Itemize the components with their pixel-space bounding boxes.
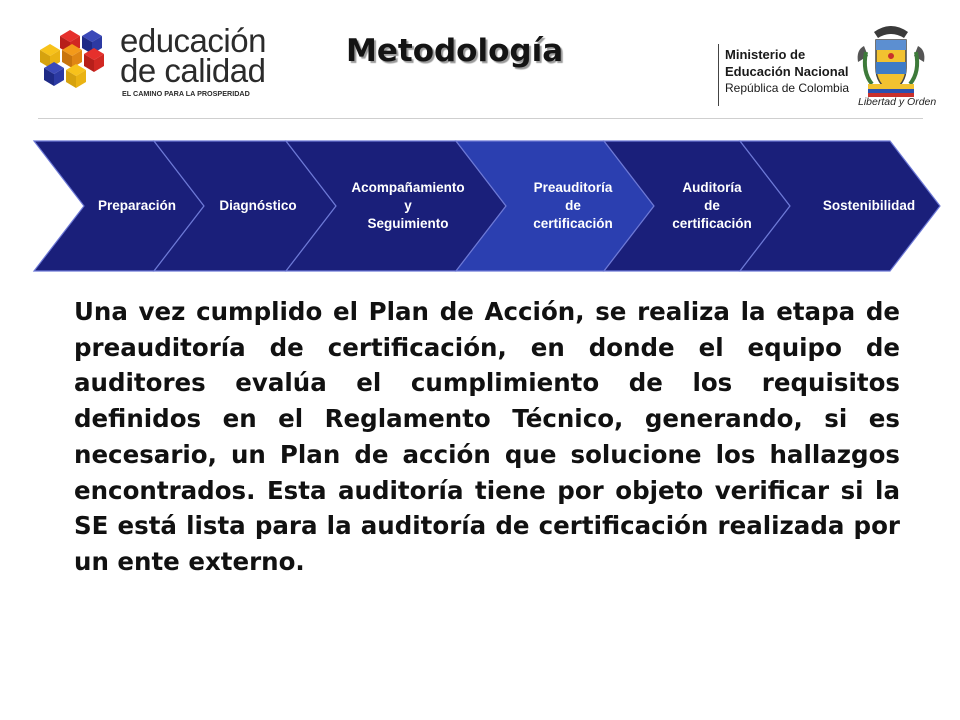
educacion-de-calidad-logo [30, 20, 270, 100]
process-step-label-6: Sostenibilidad [822, 198, 916, 213]
process-step-label-1: Preparación [97, 198, 177, 213]
slide-title: Metodología [346, 33, 564, 69]
ministry-line2: Educación Nacional [725, 64, 849, 79]
cubes-logo-icon [30, 28, 118, 92]
ministry-divider [718, 44, 719, 106]
ministry-line3: República de Colombia [725, 81, 850, 95]
logo-tagline: EL CAMINO PARA LA PROSPERIDAD [122, 89, 250, 98]
process-step-label-4: Preauditoría de certificación [533, 180, 613, 231]
seal-caption: Libertad y Orden [858, 96, 937, 108]
process-step-label-3: Acompañamiento y Seguimiento [351, 180, 465, 231]
process-step-label-5: Auditoría de certificación [672, 180, 752, 231]
ministry-line1: Ministerio de [725, 47, 806, 62]
logo-word-de-calidad: de calidad [120, 52, 266, 89]
ministry-logo [725, 46, 850, 97]
body-paragraph: Una vez cumplido el Plan de Acción, se realiza la etapa de preauditoría de certificación, en donde el equipo de auditores evalúa el cumplimiento de los requisitos definidos en el Reglamento Técnico, generando, si es necesario, un Plan de acción que solucione los hallazgos encontrados. Esta auditoría tiene por objeto verificar si la SE está lista para la auditoría de certificación realizada por un ente externo. [74, 297, 900, 576]
header-rule [38, 118, 923, 119]
process-step-label-2: Diagnóstico [219, 198, 297, 213]
process-flow [30, 138, 945, 274]
logo-word-educacion: educación [120, 22, 266, 59]
